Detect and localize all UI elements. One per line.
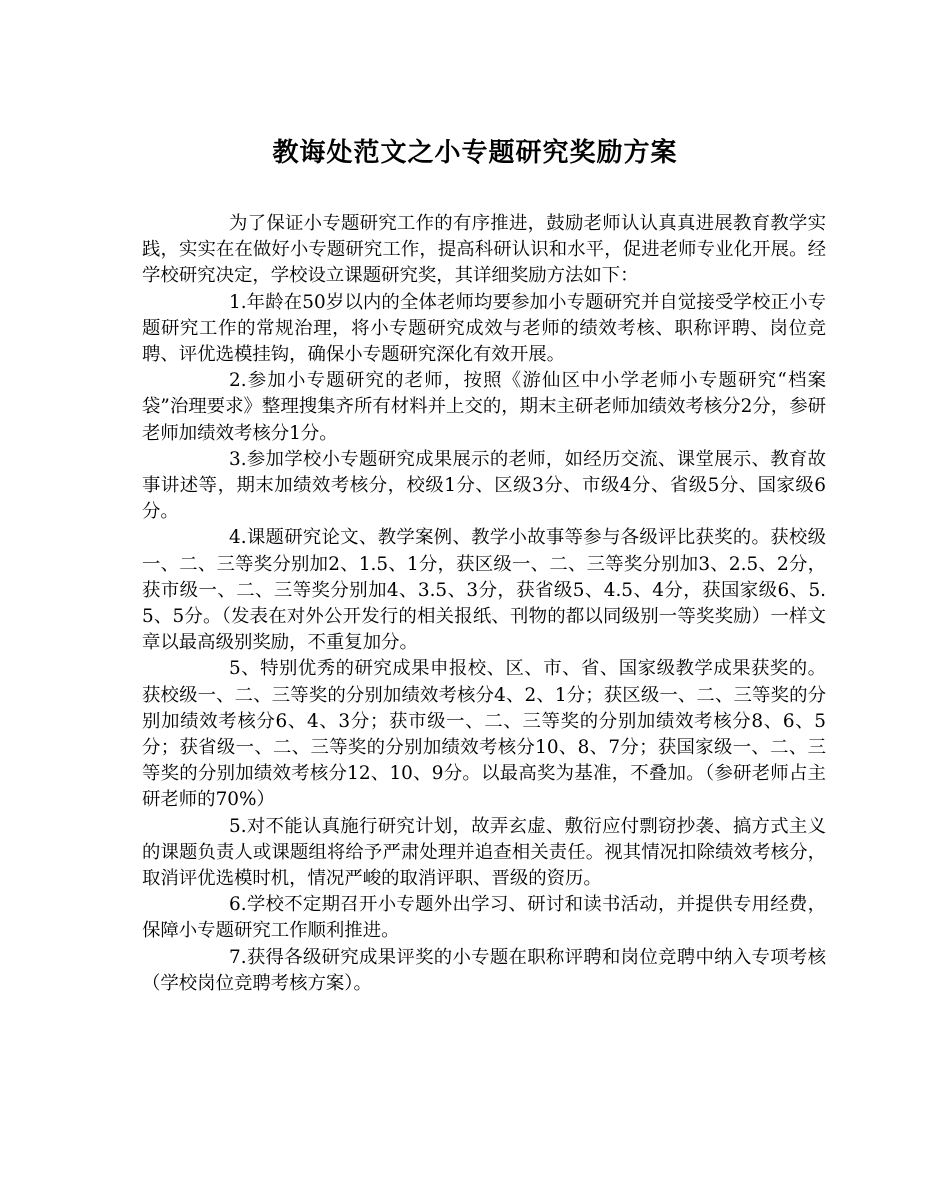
document-body <box>142 211 826 997</box>
paragraph-item-1: 1.年龄在50岁以内的全体老师均要参加小专题研究并自觉接受学校正小专题研究工作的常规治理，将小专题研究成效与老师的绩效考核、职称评聘、岗位竞聘、评优选模挂钩，确保小专题研究深化有效开展。 <box>142 291 826 366</box>
document-title: 教诲处范文之小专题研究奖励方案 <box>272 138 678 168</box>
paragraph-item-5: 5、特别优秀的研究成果申报校、区、市、省、国家级教学成果获奖的。获校级一、二、三等奖的分别加绩效考核分4、2、1分；获区级一、二、三等奖的分别加绩效考核分6、4、3分；获市级一、二、三等奖的分别加绩效考核分8、6、5分；获省级一、二、三等奖的分别加绩效考核分10、8、7分；获国家级一、二、三等奖的分别加绩效考核分12、10、9分。以最高奖为基准，不叠加。（参研老师占主研老师的70%） <box>142 658 826 811</box>
paragraph-item-3: 3.参加学校小专题研究成果展示的老师，如经历交流、课堂展示、教育故事讲述等，期末加绩效考核分，校级1分、区级3分、市级4分、省级5分、国家级6分。 <box>142 448 826 523</box>
paragraph-item-2: 2.参加小专题研究的老师，按照《游仙区中小学老师小专题研究“档案袋”治理要求》整理搜集齐所有材料并上交的，期末主研老师加绩效考核分2分，参研老师加绩效考核分1分。 <box>142 370 826 444</box>
paragraph-item-4: 4.课题研究论文、教学案例、教学小故事等参与各级评比获奖的。获校级一、二、三等奖分别加2、1.5、1分，获区级一、二、三等奖分别加3、2.5、2分，获市级一、二、三等奖分别加4、3.5、3分，获省级5、4.5、4分，获国家级6、5.5、5分。（发表在对外公开发行的相关报纸、刊物的都以同级别一等奖奖励）一样文章以最高级别奖励，不重复加分。 <box>142 527 826 654</box>
paragraph-intro: 为了保证小专题研究工作的有序推进，鼓励老师认认真真进展教育教学实践，实实在在做好小专题研究工作，提高科研认识和水平，促进老师专业化开展。经学校研究决定，学校设立课题研究奖，其详细奖励方法如下： <box>142 213 826 287</box>
paragraph-item-6: 6.学校不定期召开小专题外出学习、研讨和读书活动，并提供专用经费，保障小专题研究工作顺利推进。 <box>142 894 826 942</box>
paragraph-item-7: 7.获得各级研究成果评奖的小专题在职称评聘和岗位竞聘中纳入专项考核（学校岗位竞聘考核方案）。 <box>142 946 826 994</box>
paragraph-item-5b: 5.对不能认真施行研究计划，故弄玄虚、敷衍应付剽窃抄袭、搞方式主义的课题负责人或课题组将给予严肃处理并追查相关责任。视其情况扣除绩效考核分，取消评优选模时机，情况严峻的取消评职、晋级的资历。 <box>142 815 826 890</box>
